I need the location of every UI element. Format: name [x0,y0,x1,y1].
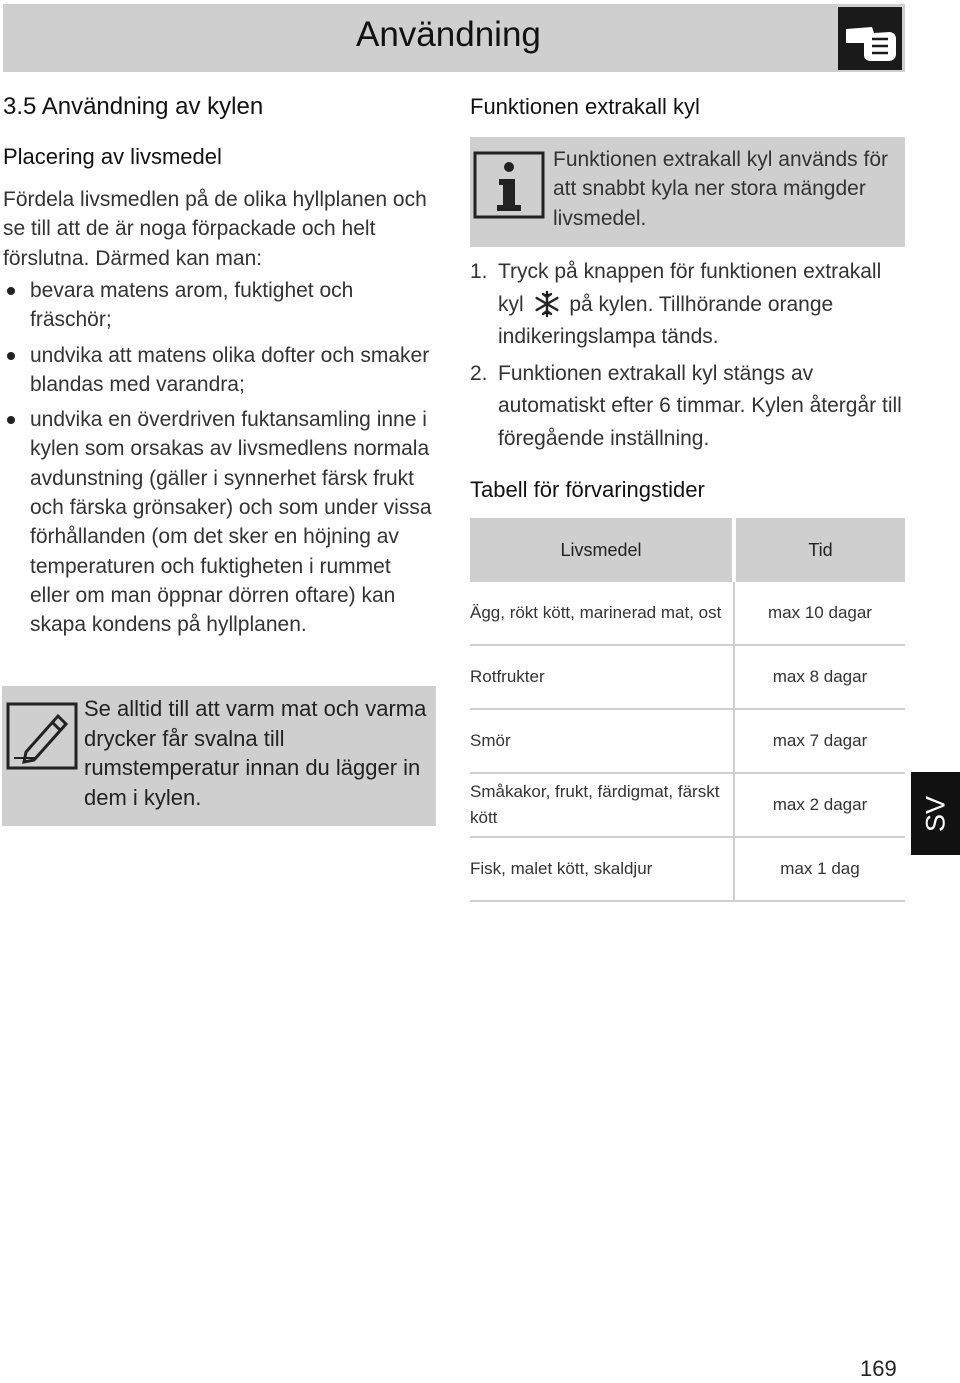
step-number: 2. [470,361,488,385]
info-box [470,137,905,247]
list-item-text: undvika en överdriven fuktansamling inne i kylen som orsakas av livsmedlens normala avdunstning (gäller i synnerhet färsk frukt och färska grönsaker) och som under vissa förhållanden (om det sker en höjning av temperaturen och fuktigheten i rummet eller om man öppnar dörren oftare) kan skapa kondens på hyllplanen. [30,408,432,637]
info-icon [473,151,545,221]
table-cell-time: max 1 dag [734,837,905,901]
table-row [470,773,905,837]
table-row [470,582,905,645]
table-title: Tabell för förvaringstider [470,477,705,502]
list-item [470,256,910,354]
language-tab [911,772,960,855]
table-cell-time: max 10 dagar [734,582,905,645]
table-row [470,837,905,901]
section-title-extra-cold: Funktionen extrakall kyl [470,94,700,119]
list-item [470,358,910,456]
info-text: Funktionen extrakall kyl används för att snabbt kyla ner stora mängder livsmedel. [553,148,889,230]
pencil-note-icon [6,702,78,772]
bullet-icon [7,287,15,295]
table-row [470,709,905,773]
column-header-time: Tid [734,518,905,582]
table-cell-food: Småkakor, frukt, färdigmat, färskt kött [470,773,734,837]
intro-paragraph: Fördela livsmedlen på de olika hyllplanen och se till att de är noga förpackade och helt förslutna. Därmed kan man: [3,188,427,270]
list-item [3,276,435,335]
step-number: 1. [470,260,488,283]
list-item [3,341,435,400]
list-item [3,405,435,639]
subsection-title-placement: Placering av livsmedel [3,144,222,169]
step-text-continued: på kylen. Tillhörande orange indikeringslampa tänds. [498,292,834,348]
note-text: Se alltid till att varm mat och varma drycker får svalna till rumstemperatur innan du lägger in dem i kylen. [84,696,427,810]
table-cell-food: Ägg, rökt kött, marinerad mat, ost [470,582,734,645]
note-box [2,686,436,826]
section-title-usage: 3.5 Användning av kylen [3,93,264,120]
table-cell-time: max 2 dagar [734,773,905,837]
table-header-row [470,518,905,582]
storage-times-table [470,518,905,902]
table-cell-food: Fisk, malet kött, skaldjur [470,837,734,901]
page-header-title: Användning [356,15,541,54]
list-item-text: bevara matens arom, fuktighet och fräschör; [30,279,354,332]
table-cell-time: max 8 dagar [734,645,905,709]
bullet-icon [7,352,15,360]
benefits-list [3,276,435,646]
snowflake-icon [534,291,560,317]
step-text: Funktionen extrakall kyl stängs av automatiskt efter 6 timmar. Kylen återgår till föregående inställning. [498,361,902,450]
list-item-text: undvika att matens olika dofter och smaker blandas med varandra; [30,343,430,396]
table-cell-food: Rotfrukter [470,645,734,709]
bullet-icon [7,416,15,424]
table-row [470,645,905,709]
step-text: Tryck på knappen för funktionen extrakall kyl [498,260,882,316]
pointing-hand-icon [838,7,902,70]
table-cell-food: Smör [470,709,734,773]
column-header-food: Livsmedel [470,518,734,582]
steps-list [470,256,910,459]
table-cell-time: max 7 dagar [734,709,905,773]
language-code: SV [920,795,950,832]
page-number: 169 [860,1356,897,1381]
